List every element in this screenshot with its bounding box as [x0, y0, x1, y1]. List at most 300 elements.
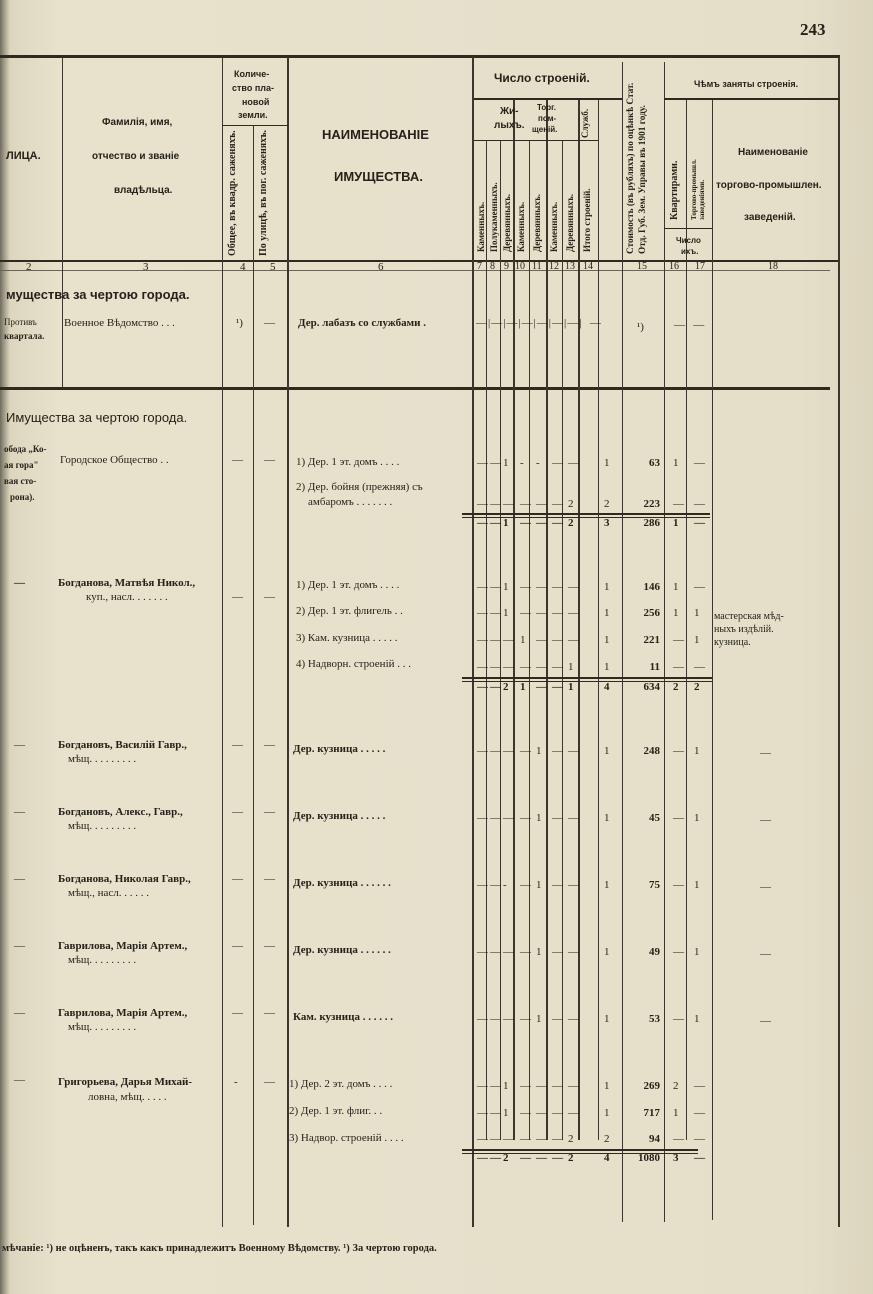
last-owner-total-cell-8: — — [490, 1152, 501, 1164]
last-owner-item3-prop: 3) Надвор. строеній . . . . — [289, 1132, 404, 1144]
section1-dashes: —|—|—|—|—|—|—| — — [476, 317, 602, 329]
header-property-l1: НАИМЕНОВАНІЕ — [322, 127, 429, 142]
last-owner-total-trade: — — [694, 1152, 705, 1164]
section1-value: ¹) — [637, 321, 644, 333]
owner2-total-cell-9: 2 — [503, 681, 509, 693]
single3-cell-12: — — [552, 879, 563, 891]
vrule-1 — [62, 57, 63, 387]
header-land-l2: ство пла- — [232, 83, 274, 93]
single1-cell-14: 1 — [604, 745, 610, 757]
section1-street-l2: квартала. — [4, 331, 45, 341]
single5-trade: 1 — [694, 1013, 700, 1025]
owner2-total-apartments: 2 — [673, 681, 679, 693]
owner2-item1-cell-8: — — [490, 581, 501, 593]
colnum-3: 3 — [143, 261, 149, 273]
last-owner-item3-cell-13: 2 — [568, 1133, 574, 1145]
last-owner-land-a: - — [234, 1076, 238, 1088]
last-owner-item2-value: 717 — [643, 1107, 660, 1119]
single1-cell-12: — — [552, 745, 563, 757]
last-owner-item2-cell-11: — — [536, 1107, 547, 1119]
owner2-item2-cell-11: — — [536, 607, 547, 619]
owner2-item3-cell-13: — — [568, 634, 579, 646]
single5-trade-name: — — [760, 1015, 771, 1027]
single1-trade-name: — — [760, 747, 771, 759]
owner1-item2-trade: — — [694, 498, 705, 510]
last-owner-item3-value: 94 — [649, 1133, 660, 1145]
owner2-trade-name-l1: мастерская мѣд- — [714, 611, 784, 622]
single4-cell-10: — — [520, 946, 531, 958]
owner1-item2-prop-l2: амбаромъ . . . . . . . — [308, 496, 393, 508]
single3-value: 75 — [649, 879, 660, 891]
section2-street-l4: рона). — [10, 492, 35, 502]
single4-cell-12: — — [552, 946, 563, 958]
vrule-7 — [664, 62, 665, 1222]
last-owner-item2-cell-14: 1 — [604, 1107, 610, 1119]
header-half-stone: Полукаменныхъ. — [489, 182, 499, 252]
header-residential-l1: Жи- — [500, 106, 519, 117]
section2-street-l2: ая гора" — [4, 460, 39, 470]
last-owner-item2-cell-7: — — [477, 1107, 488, 1119]
last-owner-name-l1: Григорьева, Дарья Михай- — [58, 1076, 193, 1088]
single3-name: Богданова, Николая Гавр., — [58, 873, 191, 885]
single5-cell-12: — — [552, 1013, 563, 1025]
owner1-item2-cell-12: — — [552, 498, 563, 510]
single1-trade: 1 — [694, 745, 700, 757]
last-owner-item3-cell-10: — — [520, 1133, 531, 1145]
page-number: 243 — [800, 20, 826, 39]
owner2-total-trade: 2 — [694, 681, 700, 693]
last-owner-total-cell-13: 2 — [568, 1152, 574, 1164]
header-trade-name-l2: торгово-промышлен. — [716, 180, 822, 191]
owner1-item1-cell-10: - — [520, 457, 524, 469]
vrule-b4 — [529, 140, 530, 1140]
single4-value: 49 — [649, 946, 660, 958]
owner2-item3-value: 221 — [643, 634, 660, 646]
header-value: Стоимость (въ рубляхъ) по оцѣнкѣ Стат. Отд. Губ. Зем. Управы въ 1901 году. — [626, 82, 648, 254]
owner2-name-l1: Богданова, Матвѣя Никол., — [58, 577, 196, 589]
last-owner-item3-cell-14: 2 — [604, 1133, 610, 1145]
owner2-item4-prop: 4) Надворн. строеній . . . — [296, 658, 412, 670]
owner1-item1-cell-7: — — [477, 457, 488, 469]
single1-cell-8: — — [490, 745, 501, 757]
header-wooden2: Деревянныхъ. — [532, 194, 542, 252]
single1-land-a: — — [232, 739, 243, 751]
owner2-item1-value: 146 — [643, 581, 660, 593]
owner2-item4-value: 11 — [649, 661, 660, 673]
owner1-item2-apartments: — — [673, 498, 684, 510]
last-owner-total-apartments: 3 — [673, 1152, 679, 1164]
header-land-l1: Количе- — [234, 69, 270, 79]
owner1-item2-cell-10: — — [520, 498, 531, 510]
last-owner-total-cell-12: — — [552, 1152, 563, 1164]
owner1-total-trade: — — [694, 517, 705, 529]
owner2-item2-cell-7: — — [477, 607, 488, 619]
owner1-item1-cell-11: - — [536, 457, 540, 469]
vrule-5 — [472, 57, 474, 1227]
last-owner-item3-cell-8: — — [490, 1133, 501, 1145]
owner2-item4-cell-8: — — [490, 661, 501, 673]
owner1-item1-cell-12: — — [552, 457, 563, 469]
single2-name: Богдановъ, Алекс., Гавр., — [58, 806, 183, 818]
owner2-total-cell-8: — — [490, 681, 501, 693]
header-commercial-l3: щеній. — [532, 125, 558, 134]
h-bld-rule — [474, 98, 622, 100]
owner2-item1-cell-11: — — [536, 581, 547, 593]
owner1-item2-cell-9: — — [503, 498, 514, 510]
owner2-item4-cell-14: 1 — [604, 661, 610, 673]
owner2-item4-cell-10: — — [520, 661, 531, 673]
colnum-4: 4 — [240, 261, 246, 273]
colnum-18: 18 — [768, 261, 778, 272]
single4-property: Дер. кузница . . . . . . — [293, 944, 391, 956]
owner2-item4-cell-7: — — [477, 661, 488, 673]
single3-property: Дер. кузница . . . . . . — [293, 877, 391, 889]
single1-name-l2: мѣщ. . . . . . . . . — [68, 753, 137, 765]
last-owner-street: — — [14, 1074, 25, 1086]
last-owner-item1-cell-9: 1 — [503, 1080, 509, 1092]
owner2-item4-apartments: — — [673, 661, 684, 673]
colnum-rule — [0, 270, 830, 271]
colnum-15: 15 — [637, 261, 647, 272]
single1-cell-13: — — [568, 745, 579, 757]
last-owner-item1-cell-13: — — [568, 1080, 579, 1092]
colnum-9: 9 — [504, 261, 509, 272]
single1-value: 248 — [643, 745, 660, 757]
header-owner-l1: Фамилія, имя, — [102, 117, 173, 128]
owner2-total-value: 634 — [643, 681, 660, 693]
header-trade-name-l1: Наименованіе — [738, 147, 808, 158]
total-rule-1a — [462, 513, 710, 515]
vrule-9 — [838, 57, 840, 1227]
header-commercial-l2: пом- — [538, 114, 557, 123]
single3-cell-9: - — [503, 879, 507, 891]
single1-cell-7: — — [477, 745, 488, 757]
single4-cell-11: 1 — [536, 946, 542, 958]
colnum-11: 11 — [532, 261, 542, 272]
h-land-rule — [222, 125, 288, 126]
single1-apartments: — — [673, 745, 684, 757]
owner1-item2-cell-13: 2 — [568, 498, 574, 510]
vrule-2 — [222, 57, 223, 1227]
last-owner-item2-cell-13: — — [568, 1107, 579, 1119]
owner2-item2-prop: 2) Дер. 1 эт. флигель . . — [296, 605, 403, 617]
header-stone3: Каменныхъ. — [549, 201, 559, 252]
last-owner-item2-apartments: 1 — [673, 1107, 679, 1119]
last-owner-total-value: 1080 — [638, 1152, 660, 1164]
single2-name-l2: мѣщ. . . . . . . . . — [68, 820, 137, 832]
single3-cell-14: 1 — [604, 879, 610, 891]
section1-street-l1: Противъ — [4, 317, 37, 327]
single4-land-b: — — [264, 940, 275, 952]
single5-apartments: — — [673, 1013, 684, 1025]
colnum-7: 7 — [477, 261, 482, 272]
h-count-rule — [664, 228, 712, 229]
single1-cell-9: — — [503, 745, 514, 757]
single5-name-l2: мѣщ. . . . . . . . . — [68, 1021, 137, 1033]
single2-street: — — [14, 806, 25, 818]
last-owner-item2-trade: — — [694, 1107, 705, 1119]
owner2-item3-prop: 3) Кам. кузница . . . . . — [296, 632, 398, 644]
owner2-item2-trade: 1 — [694, 607, 700, 619]
single2-property: Дер. кузница . . . . . — [293, 810, 386, 822]
header-land-general: Общее, въ квадр. саженяхъ. — [227, 130, 238, 256]
last-owner-item2-cell-9: 1 — [503, 1107, 509, 1119]
last-owner-item3-apartments: — — [673, 1133, 684, 1145]
header-property-l2: ИМУЩЕСТВА. — [334, 169, 423, 184]
owner2-total-cell-10: 1 — [520, 681, 526, 693]
last-owner-total-cell-14: 4 — [604, 1152, 610, 1164]
last-owner-item1-cell-12: — — [552, 1080, 563, 1092]
owner1-item2-cell-11: — — [536, 498, 547, 510]
last-owner-item2-cell-10: — — [520, 1107, 531, 1119]
owner2-item1-cell-10: — — [520, 581, 531, 593]
header-bottom-rule — [0, 260, 840, 262]
top-rule — [0, 55, 840, 58]
single5-land-b: — — [264, 1007, 275, 1019]
single2-cell-13: — — [568, 812, 579, 824]
single4-apartments: — — [673, 946, 684, 958]
single1-street: — — [14, 739, 25, 751]
single3-land-b: — — [264, 873, 275, 885]
last-owner-land-b: — — [264, 1076, 275, 1088]
single2-cell-12: — — [552, 812, 563, 824]
header-count-l2: ихъ. — [681, 247, 699, 256]
owner2-item2-cell-9: 1 — [503, 607, 509, 619]
footnote: мѣчаніе: ¹) не оцѣненъ, такъ какъ принадлежитъ Военному Вѣдомству. ¹) За чертою города. — [2, 1243, 437, 1254]
single5-cell-8: — — [490, 1013, 501, 1025]
colnum-16: 16 — [669, 261, 679, 272]
single5-cell-7: — — [477, 1013, 488, 1025]
owner2-item1-cell-14: 1 — [604, 581, 610, 593]
owner2-item2-cell-8: — — [490, 607, 501, 619]
single5-cell-9: — — [503, 1013, 514, 1025]
owner2-item4-cell-9: — — [503, 661, 514, 673]
last-owner-total-cell-10: — — [520, 1152, 531, 1164]
owner2-total-cell-13: 1 — [568, 681, 574, 693]
colnum-5: 5 — [270, 261, 276, 273]
vrule-3 — [253, 125, 254, 1225]
single5-name: Гаврилова, Марія Артем., — [58, 1007, 188, 1019]
owner1-item2-value: 223 — [643, 498, 660, 510]
header-owner-l3: владѣльца. — [114, 185, 173, 196]
owner1-item1-trade: — — [694, 457, 705, 469]
owner2-item4-cell-13: 1 — [568, 661, 574, 673]
owner1-total-cell-8: — — [490, 517, 501, 529]
single1-land-b: — — [264, 739, 275, 751]
vrule-6 — [622, 62, 623, 1222]
owner2-item1-cell-9: 1 — [503, 581, 509, 593]
last-owner-item2-prop: 2) Дер. 1 эт. флиг. . . — [289, 1105, 383, 1117]
single2-cell-11: 1 — [536, 812, 542, 824]
owner1-total-cell-11: — — [536, 517, 547, 529]
section1-land-street: — — [264, 317, 275, 329]
owner1-item1-prop: 1) Дер. 1 эт. домъ . . . . — [296, 456, 400, 468]
colnum-10: 10 — [515, 261, 525, 272]
owner1-land-a: — — [232, 454, 243, 466]
vrule-b7 — [578, 100, 580, 1140]
last-owner-item3-trade: — — [694, 1133, 705, 1145]
last-owner-item2-cell-8: — — [490, 1107, 501, 1119]
single3-cell-7: — — [477, 879, 488, 891]
owner1-total-cell-14: 3 — [604, 517, 610, 529]
header-land-l3: новой — [242, 97, 270, 107]
owner1-item1-apartments: 1 — [673, 457, 679, 469]
single3-trade: 1 — [694, 879, 700, 891]
last-owner-item1-value: 269 — [643, 1080, 660, 1092]
last-owner-item3-cell-11: — — [536, 1133, 547, 1145]
owner2-trade-name-l2: ныхъ издѣлій. — [714, 624, 774, 635]
section1-title: мущества за чертою города. — [6, 287, 190, 302]
single3-cell-13: — — [568, 879, 579, 891]
owner2-item1-cell-12: — — [552, 581, 563, 593]
single2-cell-8: — — [490, 812, 501, 824]
owner1-item2-cell-14: 2 — [604, 498, 610, 510]
single3-cell-10: — — [520, 879, 531, 891]
single5-property: Кам. кузница . . . . . . — [293, 1011, 393, 1023]
single4-name-l2: мѣщ. . . . . . . . . — [68, 954, 137, 966]
header-total: Итого строеній. — [582, 188, 592, 252]
owner2-item3-cell-11: — — [536, 634, 547, 646]
colnum-17: 17 — [695, 261, 705, 272]
owner2-item2-cell-14: 1 — [604, 607, 610, 619]
colnum-6: 6 — [378, 261, 384, 273]
owner2-item4-cell-12: — — [552, 661, 563, 673]
single3-cell-8: — — [490, 879, 501, 891]
owner1-item1-cell-8: — — [490, 457, 501, 469]
header-owner-l2: отчество и званіе — [92, 151, 180, 162]
owner2-item3-cell-10: 1 — [520, 634, 526, 646]
total-rule-2a — [462, 677, 712, 679]
header-street: ЛИЦА. — [6, 150, 41, 162]
header-trade-est: Торгово-промышл. заведеніями. — [690, 159, 706, 220]
total-rule-3a — [462, 1149, 698, 1151]
owner2-street: — — [14, 577, 25, 589]
owner2-item1-prop: 1) Дер. 1 эт. домъ . . . . — [296, 579, 400, 591]
last-owner-total-cell-11: — — [536, 1152, 547, 1164]
owner2-item2-apartments: 1 — [673, 607, 679, 619]
single4-trade: 1 — [694, 946, 700, 958]
last-owner-item1-trade: — — [694, 1080, 705, 1092]
owner2-item2-cell-12: — — [552, 607, 563, 619]
header-trade-name-l3: заведеній. — [744, 212, 796, 223]
single5-cell-13: — — [568, 1013, 579, 1025]
owner2-item4-trade: — — [694, 661, 705, 673]
owner2-trade-name-l3: кузница. — [714, 637, 751, 648]
single2-cell-7: — — [477, 812, 488, 824]
single4-street: — — [14, 940, 25, 952]
single2-trade-name: — — [760, 814, 771, 826]
owner1-total-apartments: 1 — [673, 517, 679, 529]
header-num-buildings: Число строеній. — [494, 71, 590, 85]
section1-property: Дер. лабазъ со службами . — [298, 317, 426, 329]
owner2-total-cell-14: 4 — [604, 681, 610, 693]
single3-land-a: — — [232, 873, 243, 885]
last-owner-total-cell-7: — — [477, 1152, 488, 1164]
single3-apartments: — — [673, 879, 684, 891]
single2-land-a: — — [232, 806, 243, 818]
owner1-land-b: — — [264, 454, 275, 466]
header-land-l4: земли. — [238, 110, 268, 120]
single3-street: — — [14, 873, 25, 885]
vrule-b5 — [546, 100, 548, 1140]
owner1-item1-cell-13: — — [568, 457, 579, 469]
owner2-name-l2: куп., насл. . . . . . . — [86, 591, 168, 603]
header-wooden: Деревянныхъ. — [502, 194, 512, 252]
owner2-item1-cell-13: — — [568, 581, 579, 593]
owner2-item1-apartments: 1 — [673, 581, 679, 593]
single3-trade-name: — — [760, 881, 771, 893]
last-owner-item1-prop: 1) Дер. 2 эт. домъ . . . . — [289, 1078, 393, 1090]
single4-name: Гаврилова, Марія Артем., — [58, 940, 188, 952]
single2-apartments: — — [673, 812, 684, 824]
vrule-o1 — [686, 100, 687, 1140]
colnum-12: 12 — [549, 261, 559, 272]
owner2-item2-cell-10: — — [520, 607, 531, 619]
owner2-total-cell-11: — — [536, 681, 547, 693]
single4-cell-7: — — [477, 946, 488, 958]
section2-street-l3: вая сто- — [4, 476, 37, 486]
single1-property: Дер. кузница . . . . . — [293, 743, 386, 755]
single2-land-b: — — [264, 806, 275, 818]
section1-owner: Военное Вѣдомство . . . — [64, 317, 175, 329]
single1-name: Богдановъ, Василій Гавр., — [58, 739, 187, 751]
owner2-total-cell-12: — — [552, 681, 563, 693]
h-sub-rule — [474, 140, 598, 141]
header-stone: Каменныхъ. — [476, 201, 486, 252]
single1-cell-10: — — [520, 745, 531, 757]
last-owner-item1-cell-8: — — [490, 1080, 501, 1092]
last-owner-item3-cell-7: — — [477, 1133, 488, 1145]
last-owner-item1-cell-10: — — [520, 1080, 531, 1092]
last-owner-item1-cell-14: 1 — [604, 1080, 610, 1092]
single5-cell-14: 1 — [604, 1013, 610, 1025]
owner2-item3-trade: 1 — [694, 634, 700, 646]
owner2-land-b: — — [264, 591, 275, 603]
owner1-item2-prop-l1: 2) Дер. бойня (прежняя) съ — [296, 481, 423, 493]
single2-cell-14: 1 — [604, 812, 610, 824]
single3-cell-11: 1 — [536, 879, 542, 891]
owner2-item2-value: 256 — [643, 607, 660, 619]
header-service: Служб. — [580, 108, 590, 138]
single2-cell-10: — — [520, 812, 531, 824]
header-count-l1: Число — [676, 236, 701, 245]
owner1-total-cell-10: — — [520, 517, 531, 529]
single5-value: 53 — [649, 1013, 660, 1025]
last-owner-item3-cell-9: — — [503, 1133, 514, 1145]
owner2-item2-cell-13: — — [568, 607, 579, 619]
single4-cell-8: — — [490, 946, 501, 958]
header-wooden3: Деревянныхъ. — [565, 194, 575, 252]
vrule-b8 — [598, 100, 599, 1140]
section1-land-general: ¹) — [236, 317, 243, 329]
section2-street-l1: обода „Ко- — [4, 444, 47, 454]
single2-cell-9: — — [503, 812, 514, 824]
owner2-item3-apartments: — — [673, 634, 684, 646]
section-rule — [0, 387, 830, 390]
owner1-item1-value: 63 — [649, 457, 660, 469]
header-stone2: Каменныхъ. — [516, 201, 526, 252]
owner1-total-cell-12: — — [552, 517, 563, 529]
owner2-total-cell-7: — — [477, 681, 488, 693]
vrule-4 — [287, 57, 289, 1227]
colnum-13: 13 — [565, 261, 575, 272]
single2-value: 45 — [649, 812, 660, 824]
colnum-2: 2 — [26, 261, 32, 273]
owner1-total-cell-7: — — [477, 517, 488, 529]
single3-name-l2: мѣщ., насл. . . . . . — [68, 887, 150, 899]
last-owner-total-cell-9: 2 — [503, 1152, 509, 1164]
section2-title: Имущества за чертою города. — [6, 410, 188, 425]
